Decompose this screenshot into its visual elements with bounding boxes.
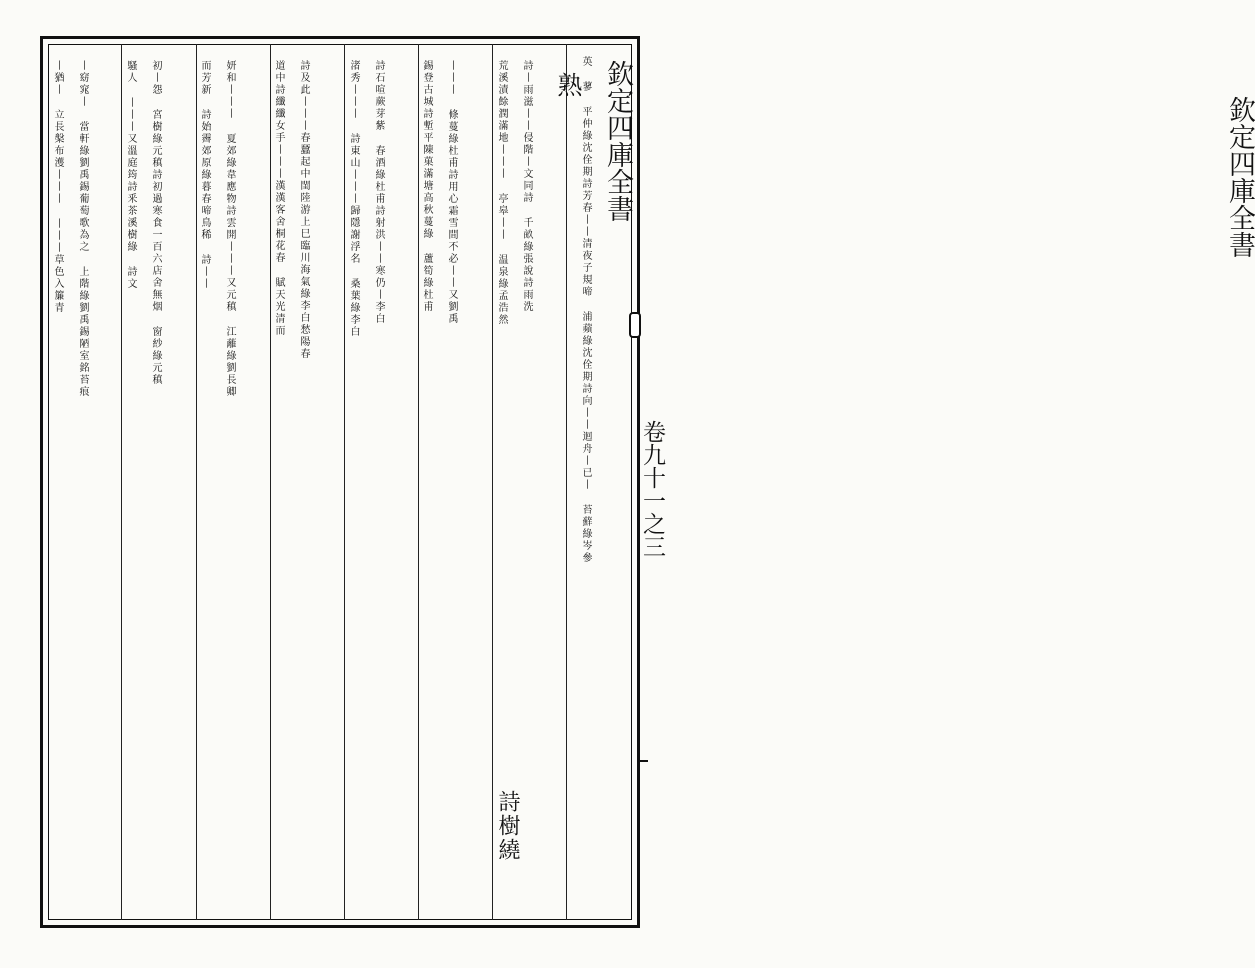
text-column-7: 錫登古城詩塹平陳菓滿塘高秋蔓綠 蘆筍綠杜甫 bbox=[421, 60, 432, 313]
column-divider bbox=[566, 44, 567, 920]
column-divider bbox=[492, 44, 493, 920]
text-column-14: 初丨怨 宮樹綠元稹詩初過寒食一百六店舍無烟 窗紗綠元稹 bbox=[150, 60, 161, 386]
text-column-9: 渚秀丨丨丨 詩東山丨丨丨歸隱謝浮名 桑葉綠李白 bbox=[348, 60, 359, 338]
column-divider bbox=[344, 44, 345, 920]
column-divider bbox=[270, 44, 271, 920]
text-column-5: 詩樹繞 bbox=[495, 790, 520, 862]
text-column-12: 妍和丨丨丨 夏郊綠韋應物詩雲開丨丨丨又元稹 江蘺綠劉長卿 bbox=[224, 60, 235, 398]
text-column-10: 詩及此丨丨丨春蠶起中閨陸游上巳臨川海氣綠李白愁陽春 bbox=[298, 60, 309, 360]
text-column-8: 詩石喧蕨芽紫 春酒綠杜甫詩射洪丨丨寒仍丨李白 bbox=[373, 60, 384, 325]
text-column-11: 道中詩纖纖女手丨丨丨漢漢客舍桐花春 賦天光清而 bbox=[273, 60, 284, 337]
text-column-16: 丨窈窕丨 當軒綠劉禹錫葡萄歌為之 上階綠劉禹錫陋室銘苔痕 bbox=[77, 60, 88, 398]
text-column-17: 丨猶丨 立長槃布濩丨丨丨 丨丨丨草色入簾青 bbox=[52, 60, 63, 314]
text-column-15: 騷人 丨丨丨又溫庭筠詩釆茶溪樹綠 詩文 bbox=[125, 60, 136, 290]
text-column-4: 荒溪漬餘潤滿地丨丨丨 亭皋丨丨 温泉綠孟浩然 bbox=[496, 60, 507, 326]
column-divider bbox=[121, 44, 122, 920]
text-column-2: 熟 bbox=[554, 72, 583, 99]
text-column-1: 英 蓼 平仲綠沈佺期詩芳春丨丨清夜子規啼 浦蘋綠沈佺期詩向丨丨迴舟丨已丨 苔蘚綠岑參 bbox=[580, 56, 591, 564]
book-title-label: 欽定四庫全書 bbox=[602, 60, 633, 222]
fishtail-mark bbox=[629, 312, 641, 338]
column-divider bbox=[418, 44, 419, 920]
volume-label: 卷九十一之三 bbox=[639, 420, 665, 558]
text-column-3: 詩丨雨滋丨丨侵階丨文同詩 千畝綠張說詩雨洗 bbox=[521, 60, 532, 313]
margin-tick bbox=[638, 760, 648, 762]
text-column-6: 丨丨丨 條蔓綠杜甫詩用心霜雪間不必丨丨又劉禹 bbox=[446, 60, 457, 325]
column-divider bbox=[196, 44, 197, 920]
text-column-13: 而芳新 詩始霽郊原綠暮春啼鳥稀 詩丨丨 bbox=[199, 60, 210, 290]
book-title: 欽定四庫全書 bbox=[1224, 96, 1255, 258]
